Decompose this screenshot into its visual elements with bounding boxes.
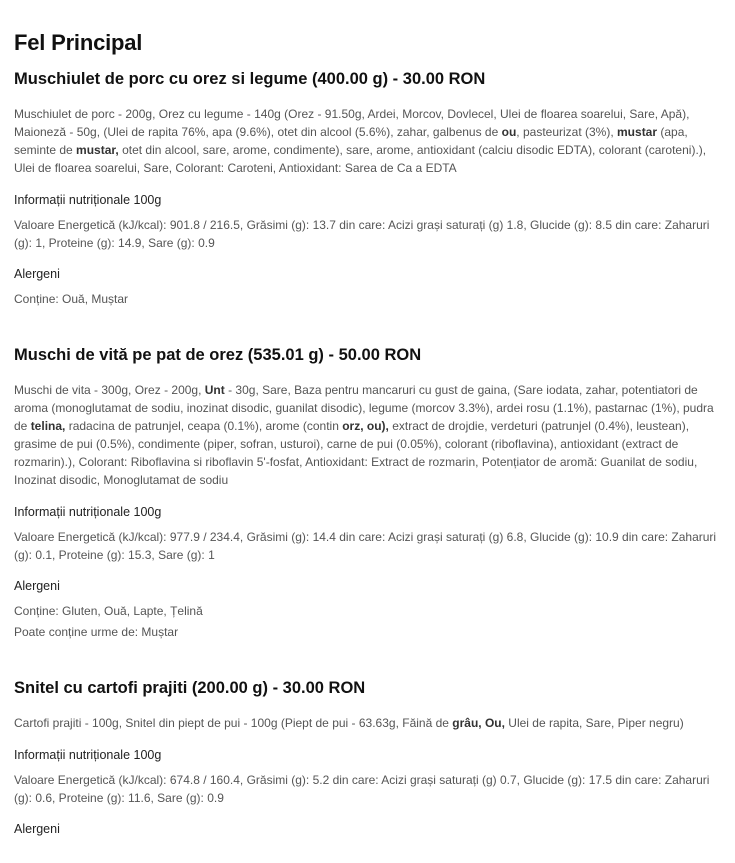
menu-item: [14, 70, 721, 308]
allergens-heading: Alergeni: [14, 822, 60, 836]
ingredient-segment: - 30g, Sare, Baza pentru mancaruri cu gust de gaina, (Sare iodata, zahar, potentiatori de aroma (monoglutamat de sodiu, inozinat disodic, guanilat disodic), legume (morcov 3.3%), ardei rosu (1.1%), pastarnac (1%), pudra de: [14, 383, 714, 433]
ingredient-segment: Cartofi prajiti - 100g, Snitel din piept de pui - 100g (Piept de pui - 63.63g, Făină de: [14, 716, 453, 730]
allergen-highlight: mustar,: [76, 143, 119, 157]
allergen-highlight: mustar: [617, 125, 658, 139]
menu-item: [14, 346, 721, 641]
section-title: Fel Principal: [14, 30, 143, 55]
allergen-highlight: grâu, Ou,: [452, 716, 505, 730]
allergen-line: Conține: Ouă, Muștar: [14, 292, 129, 306]
ingredient-segment: (apa, seminte de: [14, 125, 688, 157]
allergen-highlight: telina,: [30, 419, 66, 433]
nutrition-values: Valoare Energetică (kJ/kcal): 977.9 / 234.4, Grăsimi (g): 14.4 din care: Acizi grași saturați (g) 6.8, Glucide (g): 10.9 din care: Zaharuri (g): 0.1, Proteine (g): 15.3, Sare (g): 1: [14, 530, 717, 562]
ingredient-segment: radacina de patrunjel, ceapa (0.1%), arome (contin: [65, 419, 343, 433]
ingredients-text: [14, 105, 721, 177]
allergen-line: Poate conține urme de: Muștar: [14, 625, 179, 639]
ingredient-segment: Muschi de vita - 300g, Orez - 200g,: [14, 383, 205, 397]
menu-item: [14, 679, 721, 836]
menu-item-title: Muschiulet de porc cu orez si legume (400.00 g) - 30.00 RON: [14, 70, 486, 88]
allergen-highlight: ou: [501, 125, 517, 139]
menu-items-list: [14, 70, 721, 836]
ingredients-text: [14, 714, 721, 732]
nutrition-heading: Informații nutriționale 100g: [14, 748, 162, 762]
ingredient-segment: Ulei de rapita, Sare, Piper negru): [504, 716, 684, 730]
menu-item-title: Muschi de vită pe pat de orez (535.01 g) - 50.00 RON: [14, 346, 422, 364]
ingredient-segment: , pasteurizat (3%),: [516, 125, 618, 139]
ingredient-segment: Muschiulet de porc - 200g, Orez cu legume - 140g (Orez - 91.50g, Ardei, Morcov, Dovlecel, Ulei de floarea soarelui, Sare, Apă), Maioneză - 50g, (Ulei de rapita 76%, apa (9.6%), otet din alcool (5.6%), zahar, galbenus de: [14, 107, 690, 139]
nutrition-values: Valoare Energetică (kJ/kcal): 901.8 / 216.5, Grăsimi (g): 13.7 din care: Acizi grași saturați (g) 1.8, Glucide (g): 8.5 din care: Zaharuri (g): 1, Proteine (g): 14.9, Sare (g): 0.9: [14, 218, 710, 250]
nutrition-values: Valoare Energetică (kJ/kcal): 674.8 / 160.4, Grăsimi (g): 5.2 din care: Acizi grași saturați (g) 0.7, Glucide (g): 17.5 din care: Zaharuri (g): 0.6, Proteine (g): 11.6, Sare (g): 0.9: [14, 773, 710, 805]
allergen-highlight: orz, ou),: [342, 419, 389, 433]
ingredient-segment: otet din alcool, sare, arome, condimente), sare, arome, antioxidant (calciu disodic EDTA), colorant (caroteni).), Ulei de floarea soarelui, Sare, Colorant: Caroteni, Antioxidant: Sarea de Ca a EDTA: [14, 143, 707, 175]
allergens-heading: Alergeni: [14, 267, 60, 281]
allergen-highlight: Unt: [204, 383, 225, 397]
ingredient-segment: extract de drojdie, verdeturi (patrunjel (0.4%), leustean), grasime de pui (0.5%), condimente (piper, sofran, usturoi), carne de pui (0.05%), colorant (riboflavina), antioxidant (extract de rozmarin).), Colorant: Riboflavina si riboflavin 5'-fosfat, Antioxidant: Extract de rozmarin, Potențiator de aromă: Guanilat de sodiu, Inozinat disodic, Monoglutamat de sodiu: [14, 419, 698, 487]
ingredients-text: [14, 381, 721, 489]
allergens-heading: Alergeni: [14, 579, 60, 593]
allergen-line: Conține: Gluten, Ouă, Lapte, Țelină: [14, 604, 203, 618]
menu-item-title: Snitel cu cartofi prajiti (200.00 g) - 30.00 RON: [14, 679, 366, 697]
nutrition-heading: Informații nutriționale 100g: [14, 193, 162, 207]
nutrition-heading: Informații nutriționale 100g: [14, 505, 162, 519]
